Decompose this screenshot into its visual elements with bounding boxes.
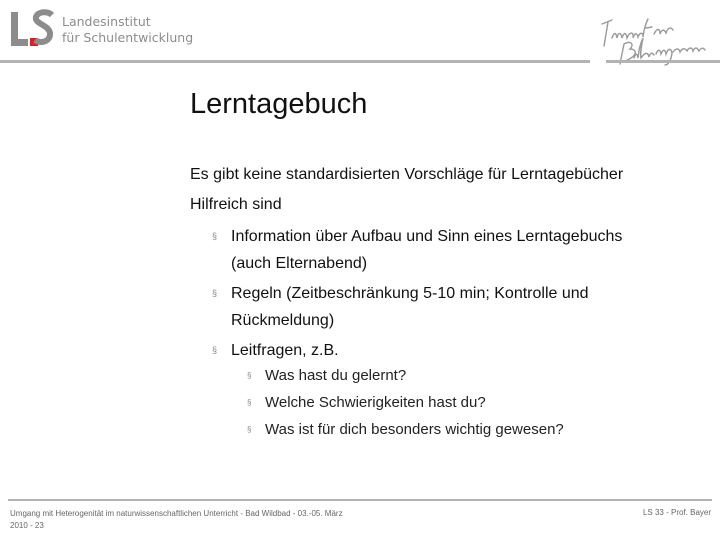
header-rule-right	[606, 60, 720, 63]
bullet-marker-icon: §	[212, 345, 218, 355]
lead-paragraph: Hilfreich sind	[190, 196, 282, 213]
bullet-marker-icon: §	[212, 288, 218, 298]
slogan-signature	[596, 8, 718, 68]
bullet-marker-icon: §	[247, 371, 252, 380]
bullet-marker-icon: §	[247, 425, 252, 434]
bullet-text: Leitfragen, z.B.	[231, 342, 339, 359]
footer-event-line1: Umgang mit Heterogenität im naturwissenschaftlichen Unterricht - Bad Wildbad - 03.-05. März	[10, 509, 343, 518]
institute-name-line1: Landesinstitut	[62, 14, 151, 29]
bullet-marker-icon: §	[212, 231, 218, 241]
footer-event-info	[10, 508, 343, 532]
bullet-text: Rückmeldung)	[231, 312, 335, 329]
bullet-text: (auch Elternabend)	[231, 255, 368, 272]
intro-paragraph: Es gibt keine standardisierten Vorschläge für Lerntagebücher	[190, 166, 624, 183]
institute-name-line2: für Schulentwicklung	[62, 30, 194, 45]
bullet-marker-icon: §	[247, 398, 252, 407]
bullet-text: Information über Aufbau und Sinn eines Lerntagebuchs	[231, 228, 623, 245]
ls-logo-icon	[8, 8, 56, 52]
bullet-text: Regeln (Zeitbeschränkung 5-10 min; Kontrolle und	[231, 285, 589, 302]
footer-event-line2: 2010 - 23	[10, 521, 44, 530]
slide-title: Lerntagebuch	[190, 88, 368, 120]
sub-bullet-text: Was ist für dich besonders wichtig gewesen?	[265, 421, 564, 438]
institute-name	[62, 14, 193, 46]
sub-bullet-text: Welche Schwierigkeiten hast du?	[265, 394, 486, 411]
header-rule	[0, 60, 590, 63]
footer-rule	[8, 499, 712, 501]
sub-bullet-text: Was hast du gelernt?	[265, 367, 407, 384]
footer-author: LS 33 - Prof. Bayer	[642, 508, 711, 517]
